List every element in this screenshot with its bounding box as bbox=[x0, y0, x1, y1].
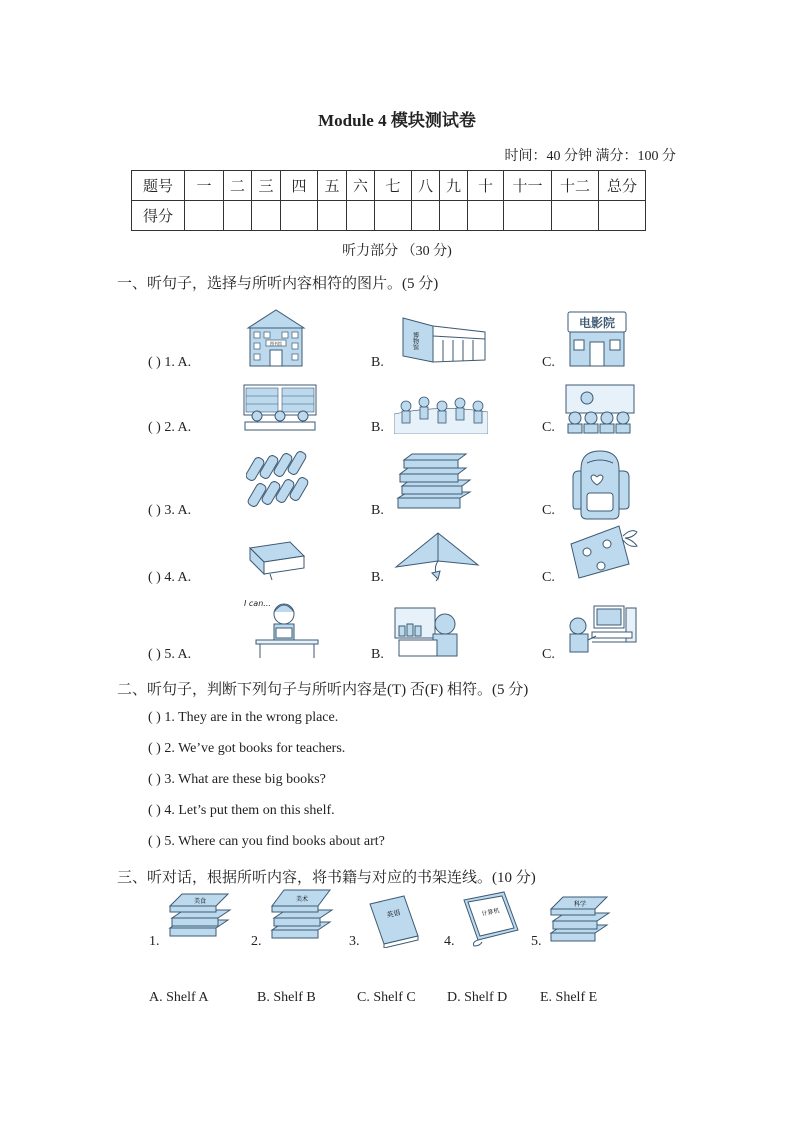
rolled-papers-image[interactable] bbox=[246, 447, 310, 513]
listening-section-label: 听力部分 （30 分) bbox=[342, 244, 452, 259]
table-cell: 六 bbox=[347, 171, 375, 201]
score-input-cell[interactable] bbox=[504, 201, 552, 231]
school-building-image[interactable] bbox=[244, 306, 308, 368]
schoolbag-image[interactable] bbox=[567, 449, 633, 521]
library-reading-image[interactable] bbox=[243, 384, 317, 432]
q1-option-b: B. bbox=[371, 355, 384, 370]
score-input-cell[interactable] bbox=[599, 201, 646, 231]
score-input-cell[interactable] bbox=[440, 201, 468, 231]
q3-number: ( ) 3. A. bbox=[148, 503, 192, 518]
q5-number: ( ) 5. A. bbox=[148, 647, 192, 662]
score-input-cell[interactable] bbox=[468, 201, 504, 231]
book-number-4: 4. bbox=[444, 934, 455, 949]
score-input-cell[interactable] bbox=[375, 201, 412, 231]
book-label: 计算机 bbox=[481, 907, 501, 918]
english-book-icon[interactable] bbox=[366, 894, 422, 948]
book-number-5: 5. bbox=[531, 934, 542, 949]
museum-building-image[interactable] bbox=[393, 312, 489, 364]
q3-option-b: B. bbox=[371, 503, 384, 518]
table-cell: 一 bbox=[185, 171, 224, 201]
score-input-cell[interactable] bbox=[281, 201, 318, 231]
tf-item-4: ( ) 4. Let’s put them on this shelf. bbox=[148, 803, 335, 818]
q4-option-c: C. bbox=[542, 570, 555, 585]
tf-item-3: ( ) 3. What are these big books? bbox=[148, 772, 326, 787]
score-input-cell[interactable] bbox=[347, 201, 375, 231]
q4-number: ( ) 4. A. bbox=[148, 570, 192, 585]
girl-at-computer-image[interactable] bbox=[564, 604, 638, 658]
q1-option-c: C. bbox=[542, 355, 555, 370]
shelf-b[interactable]: B. Shelf B bbox=[257, 990, 316, 1005]
score-input-cell[interactable] bbox=[412, 201, 440, 231]
table-cell: 二 bbox=[224, 171, 252, 201]
q2-option-c: C. bbox=[542, 420, 555, 435]
library-sign-text: 图书馆 bbox=[270, 341, 282, 346]
tf-item-1: ( ) 1. They are in the wrong place. bbox=[148, 710, 339, 725]
book-label: 美食 bbox=[193, 898, 207, 905]
section3-heading: 三、听对话，根据所听内容，将书籍与对应的书架连线。(10 分) bbox=[117, 870, 536, 886]
gift-box-image[interactable] bbox=[567, 524, 643, 580]
q2-option-b: B. bbox=[371, 420, 384, 435]
book-label: 英语 bbox=[385, 908, 402, 920]
cinema-building-image[interactable] bbox=[564, 306, 630, 368]
table-cell: 七 bbox=[375, 171, 412, 201]
food-book-stack-icon[interactable] bbox=[166, 890, 236, 946]
q5-option-b: B. bbox=[371, 647, 384, 662]
kite-image[interactable] bbox=[394, 531, 480, 583]
score-input-cell[interactable] bbox=[224, 201, 252, 231]
table-cell: 十一 bbox=[504, 171, 552, 201]
table-cell: 八 bbox=[412, 171, 440, 201]
time-score-info: 时间：40 分钟 满分：100 分 bbox=[504, 149, 676, 164]
museum-sign-text: 博物馆 bbox=[411, 332, 419, 350]
tf-item-2: ( ) 2. We’ve got books for teachers. bbox=[148, 741, 346, 756]
q1-number: ( ) 1. A. bbox=[148, 355, 192, 370]
q3-option-c: C. bbox=[542, 503, 555, 518]
boy-with-ticket-image[interactable] bbox=[393, 604, 463, 660]
q5-option-c: C. bbox=[542, 647, 555, 662]
section2-heading: 二、听句子，判断下列句子与所听内容是(T) 否(F) 相符。(5 分) bbox=[117, 682, 529, 698]
shelf-d[interactable]: D. Shelf D bbox=[447, 990, 508, 1005]
speech-text: I can... bbox=[244, 599, 271, 608]
table-cell: 三 bbox=[252, 171, 281, 201]
table-cell: 十 bbox=[468, 171, 504, 201]
q2-number: ( ) 2. A. bbox=[148, 420, 192, 435]
score-input-cell[interactable] bbox=[552, 201, 599, 231]
page-title: Module 4 模块测试卷 bbox=[318, 111, 476, 130]
art-book-stack-icon[interactable] bbox=[268, 886, 338, 946]
shelf-c[interactable]: C. Shelf C bbox=[357, 990, 416, 1005]
children-playing-image[interactable] bbox=[394, 386, 488, 434]
book-label: 美术 bbox=[295, 896, 309, 903]
single-book-image[interactable] bbox=[246, 538, 306, 580]
stacked-books-image[interactable] bbox=[396, 450, 476, 510]
shelf-e[interactable]: E. Shelf E bbox=[540, 990, 598, 1005]
score-input-cell[interactable] bbox=[318, 201, 347, 231]
table-cell: 十二 bbox=[552, 171, 599, 201]
cinema-sign-text: 电影院 bbox=[578, 316, 616, 330]
score-table-header-row bbox=[132, 171, 646, 201]
q4-option-b: B. bbox=[371, 570, 384, 585]
table-cell: 四 bbox=[281, 171, 318, 201]
score-table-score-row bbox=[132, 201, 646, 231]
section1-heading: 一、听句子，选择与所听内容相符的图片。(5 分) bbox=[117, 276, 439, 292]
book-label: 科学 bbox=[573, 901, 587, 908]
table-cell: 得分 bbox=[132, 201, 185, 231]
girl-reading-image[interactable] bbox=[242, 594, 322, 660]
classroom-teacher-image[interactable] bbox=[565, 384, 635, 434]
score-input-cell[interactable] bbox=[185, 201, 224, 231]
book-number-1: 1. bbox=[149, 934, 160, 949]
science-book-stack-icon[interactable] bbox=[547, 893, 613, 947]
table-cell: 总分 bbox=[599, 171, 646, 201]
score-table bbox=[131, 170, 646, 231]
book-number-2: 2. bbox=[251, 934, 262, 949]
table-cell: 九 bbox=[440, 171, 468, 201]
tf-item-5: ( ) 5. Where can you find books about art? bbox=[148, 834, 385, 849]
computer-book-icon[interactable] bbox=[460, 890, 522, 948]
book-number-3: 3. bbox=[349, 934, 360, 949]
table-cell: 五 bbox=[318, 171, 347, 201]
shelf-a[interactable]: A. Shelf A bbox=[149, 990, 209, 1005]
score-input-cell[interactable] bbox=[252, 201, 281, 231]
table-cell: 题号 bbox=[132, 171, 185, 201]
